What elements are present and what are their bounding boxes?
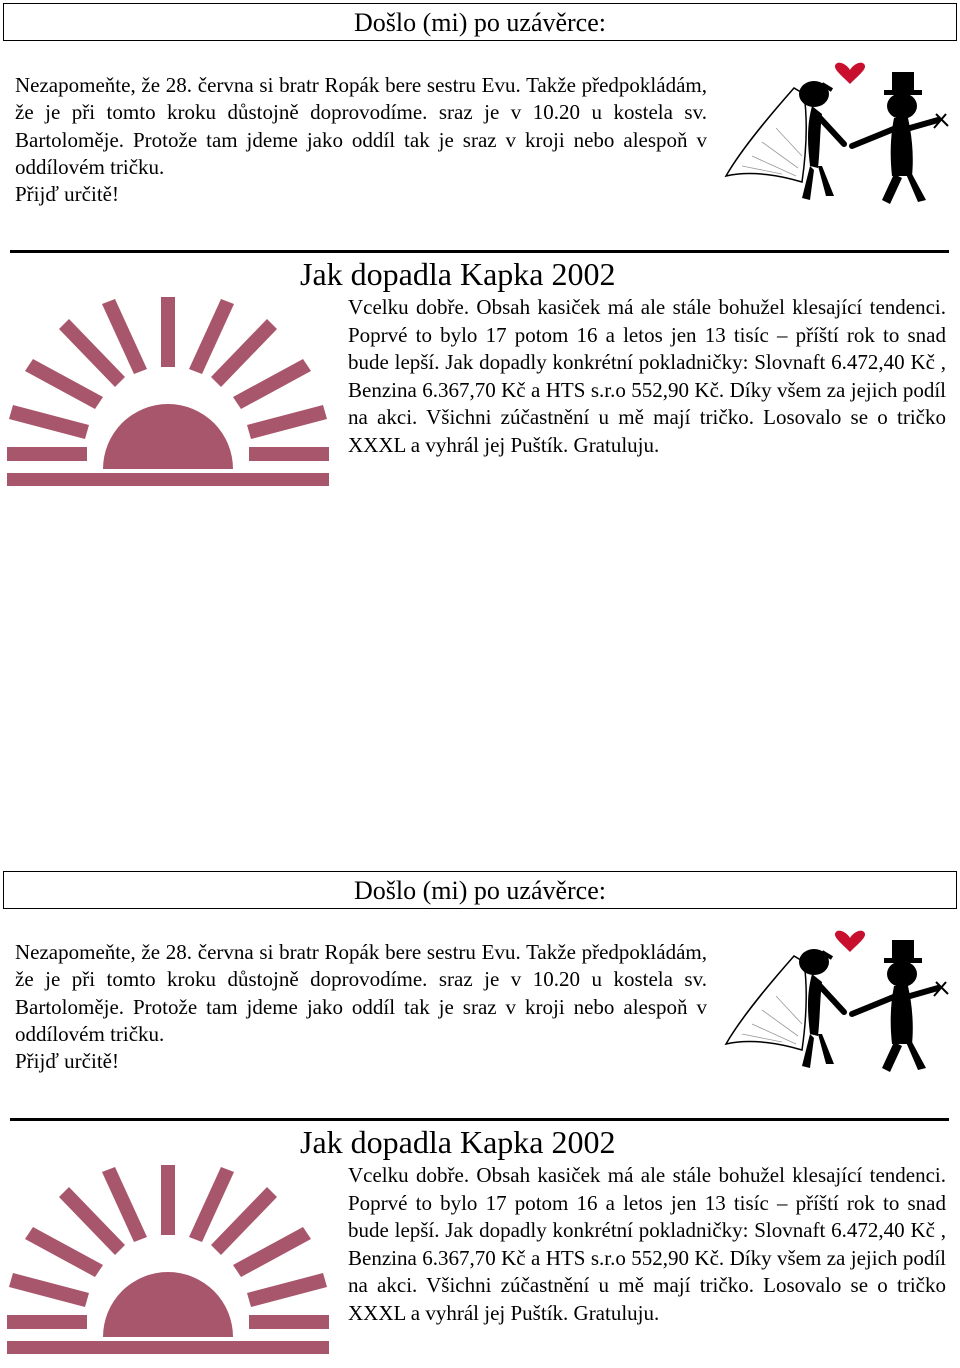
sunrise-icon (7, 297, 329, 486)
notice-text (15, 72, 707, 208)
heart-icon (835, 63, 865, 84)
wedding-couple-icon (722, 58, 954, 208)
report-body (348, 1162, 946, 1327)
report-paragraph: Vcelku dobře. Obsah kasiček má ale stále bohužel klesající tendenci. Poprvé to bylo 17 potom 16 a letos jen 13 tisíc – příští rok to snad bude lepší. Jak dopadly konkrétní pokladničky: Slovnaft 6.472,40 Kč , Benzina 6.367,70 Kč a HTS s.r.o 552,90 Kč. Díky všem za jejich podíl na akci. Všichni zúčastnění u mě mají tričko. Losovalo se o tričko XXXL a vyhrál jej Puštík. Gratuluju. (348, 295, 946, 457)
report-body (348, 294, 946, 459)
notice-paragraph: Nezapomeňte, že 28. června si bratr Ropák bere sestru Evu. Takže předpokládám, že je při tomto kroku důstojně doprovodíme. sraz je v 10.20 u kostela sv. Bartoloměje. Protože tam jdeme jako oddíl tak je sraz v kroji nebo alespoň v oddílovém tričku. (15, 73, 707, 179)
report-title: Jak dopadla Kapka 2002 (300, 256, 616, 292)
notice-text (15, 939, 707, 1075)
notice-header: Došlo (mi) po uzávěrce: (3, 871, 957, 909)
sunrise-icon (7, 1165, 329, 1354)
report-title: Jak dopadla Kapka 2002 (300, 1124, 616, 1160)
heart-icon (835, 931, 865, 952)
report-paragraph: Vcelku dobře. Obsah kasiček má ale stále bohužel klesající tendenci. Poprvé to bylo 17 potom 16 a letos jen 13 tisíc – příští rok to snad bude lepší. Jak dopadly konkrétní pokladničky: Slovnaft 6.472,40 Kč , Benzina 6.367,70 Kč a HTS s.r.o 552,90 Kč. Díky všem za jejich podíl na akci. Všichni zúčastnění u mě mají tričko. Losovalo se o tričko XXXL a vyhrál jej Puštík. Gratuluju. (348, 1163, 946, 1325)
newsletter-block-2 (0, 868, 960, 1368)
notice-call-to-action: Přijď určitě! (15, 1049, 119, 1074)
notice-paragraph: Nezapomeňte, že 28. června si bratr Ropák bere sestru Evu. Takže předpokládám, že je při tomto kroku důstojně doprovodíme. sraz je v 10.20 u kostela sv. Bartoloměje. Protože tam jdeme jako oddíl tak je sraz v kroji nebo alespoň v oddílovém tričku. (15, 940, 707, 1046)
notice-call-to-action: Přijď určitě! (15, 182, 119, 207)
section-divider (10, 250, 949, 253)
section-divider (10, 1118, 949, 1121)
newsletter-block-1 (0, 0, 960, 500)
notice-header: Došlo (mi) po uzávěrce: (3, 3, 957, 41)
wedding-couple-icon (722, 926, 954, 1076)
